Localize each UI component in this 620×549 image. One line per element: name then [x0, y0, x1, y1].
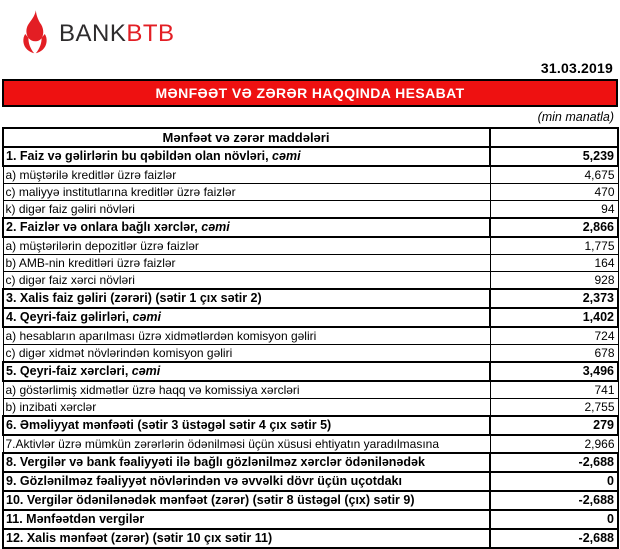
row-label: b) inzibati xərclər: [3, 399, 490, 417]
logo-word-bank: BANK: [59, 20, 127, 47]
table-row: [3, 308, 618, 327]
table-row: [3, 201, 618, 219]
row-value: 928: [490, 272, 618, 290]
row-label: 4. Qeyri-faiz gəlirləri, cəmi: [3, 308, 490, 327]
row-label: 6. Əməliyyat mənfəəti (sətir 3 üstəgəl sətir 4 çıx sətir 5): [3, 416, 490, 435]
row-value: 741: [490, 381, 618, 399]
row-value: -2,688: [490, 491, 618, 510]
table-row: [3, 472, 618, 491]
row-value: 2,755: [490, 399, 618, 417]
row-value: 279: [490, 416, 618, 435]
row-label: 2. Faizlər və onlara bağlı xərclər, cəmi: [3, 218, 490, 237]
row-value: -2,688: [490, 453, 618, 472]
flame-icon: [18, 10, 52, 58]
row-label: c) digər xidmət növlərindən komisyon gəliri: [3, 345, 490, 363]
row-value: 724: [490, 327, 618, 345]
table-row: [3, 327, 618, 345]
row-label: a) göstərlimiş xidmətlər üzrə haqq və komissiya xərcləri: [3, 381, 490, 399]
row-label: a) müştərilərin depozitlər üzrə faizlər: [3, 237, 490, 255]
report-date: 31.03.2019: [540, 60, 613, 76]
table-row: [3, 184, 618, 201]
row-label: 1. Faiz və gəlirlərin bu qəbildən olan növləri, cəmi: [3, 147, 490, 166]
profit-loss-table: [2, 127, 619, 549]
report-title: MƏNFƏƏT VƏ ZƏRƏR HAQQINDA HESABAT: [155, 85, 465, 101]
row-label: c) digər faiz xərci növləri: [3, 272, 490, 290]
row-value: 0: [490, 510, 618, 529]
table-row: [3, 218, 618, 237]
bank-btb-logo: [18, 9, 175, 59]
table-row: [3, 147, 618, 166]
row-label: k) digər faiz gəliri növləri: [3, 201, 490, 219]
row-value: 5,239: [490, 147, 618, 166]
table-row: [3, 399, 618, 417]
table-row: [3, 453, 618, 472]
row-label: 10. Vergilər ödənilənədək mənfəət (zərər) (sətir 8 üstəgəl (çıx) sətir 9): [3, 491, 490, 510]
row-value: 1,402: [490, 308, 618, 327]
row-value: 1,775: [490, 237, 618, 255]
row-value: 3,496: [490, 362, 618, 381]
row-label: 5. Qeyri-faiz xərcləri, cəmi: [3, 362, 490, 381]
row-label: 3. Xalis faiz gəliri (zərəri) (sətir 1 çıx sətir 2): [3, 289, 490, 308]
table-row: [3, 345, 618, 363]
row-value: 94: [490, 201, 618, 219]
row-value: 0: [490, 472, 618, 491]
table-row: [3, 362, 618, 381]
row-label: 7.Aktivlər üzrə mümkün zərərlərin ödənilməsi üçün xüsusi ehtiyatın yaradılmasına: [3, 435, 490, 453]
row-value: 2,373: [490, 289, 618, 308]
row-value: 678: [490, 345, 618, 363]
row-value: 2,966: [490, 435, 618, 453]
table-row: [3, 272, 618, 290]
logo-wordmark: [59, 22, 175, 46]
row-label: a) hesabların aparılması üzrə xidmətlərdən komisyon gəliri: [3, 327, 490, 345]
unit-note: (min manatla): [537, 110, 614, 124]
row-value: 2,866: [490, 218, 618, 237]
table-header-row: [3, 128, 618, 147]
table-row: [3, 289, 618, 308]
row-label: c) maliyyə institutlarına kreditlər üzrə faizlər: [3, 184, 490, 201]
table-header-value: [490, 128, 618, 147]
table-row: [3, 255, 618, 272]
row-label: a) müştərilə kreditlər üzrə faizlər: [3, 166, 490, 184]
table-row: [3, 381, 618, 399]
row-value: 164: [490, 255, 618, 272]
table-header-label: Mənfəət və zərər maddələri: [3, 128, 490, 147]
table-row: [3, 166, 618, 184]
row-label: 11. Mənfəətdən vergilər: [3, 510, 490, 529]
row-label: 12. Xalis mənfəət (zərər) (sətir 10 çıx sətir 11): [3, 529, 490, 548]
row-label: 9. Gözlənilməz fəaliyyət növlərindən və əvvəlki dövr üçün uçotdakı: [3, 472, 490, 491]
table-row: [3, 491, 618, 510]
row-value: -2,688: [490, 529, 618, 548]
row-value: 4,675: [490, 166, 618, 184]
row-label: 8. Vergilər və bank fəaliyyəti ilə bağlı gözlənilməz xərclər ödənilənədək: [3, 453, 490, 472]
logo-word-btb: BTB: [126, 20, 175, 47]
table-row: [3, 529, 618, 548]
table-row: [3, 510, 618, 529]
row-value: 470: [490, 184, 618, 201]
table-row: [3, 237, 618, 255]
table-row: [3, 435, 618, 453]
table-row: [3, 416, 618, 435]
row-label: b) AMB-nin kreditləri üzrə faizlər: [3, 255, 490, 272]
report-banner: [2, 79, 618, 107]
